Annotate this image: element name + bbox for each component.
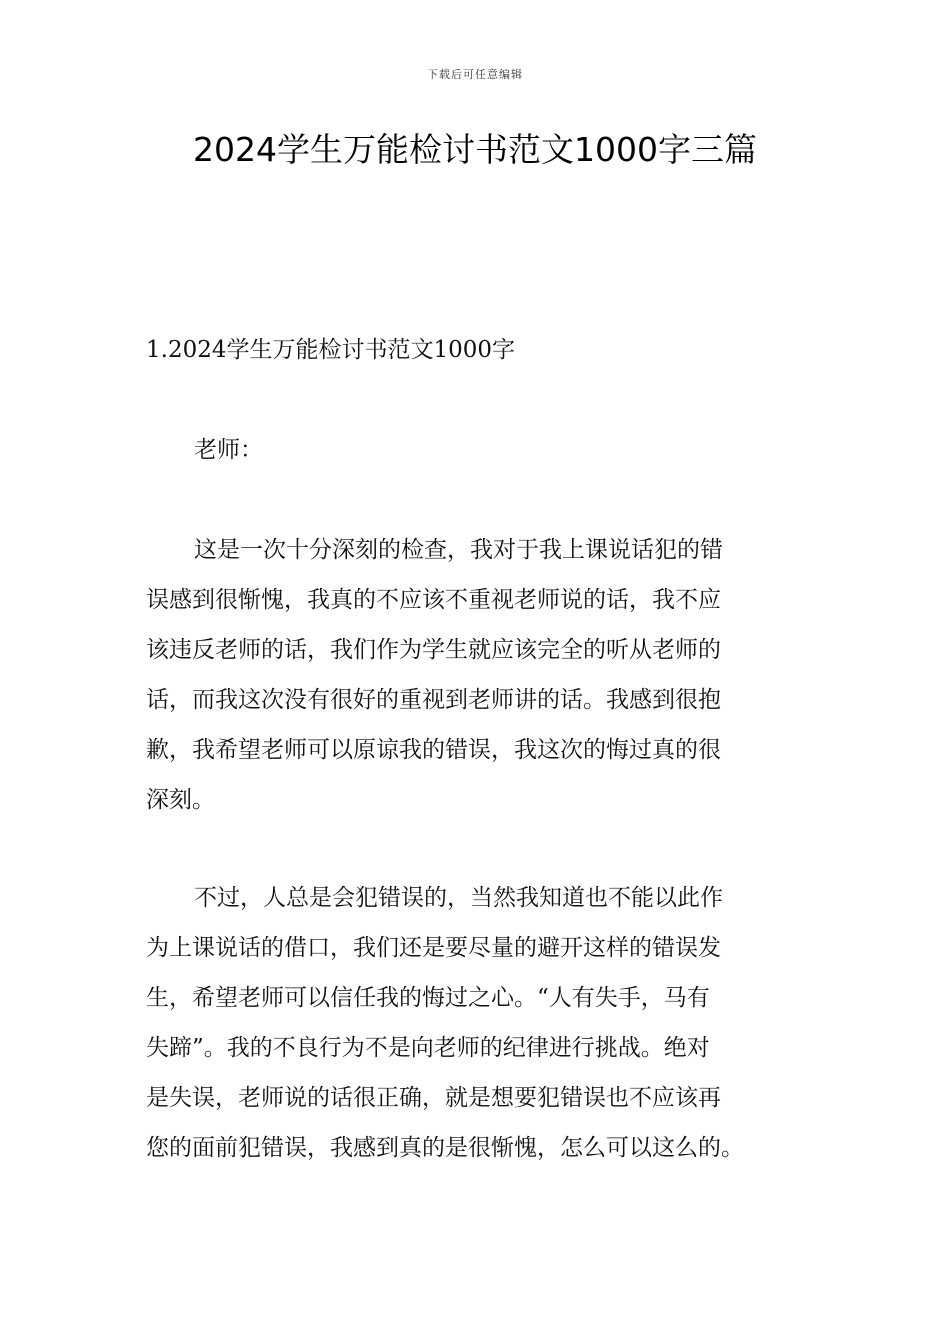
salutation: 老师： [194, 437, 263, 463]
document-title: 2024学生万能检讨书范文1000字三篇 [193, 130, 757, 169]
paragraph-line: 失蹄”。我的不良行为不是向老师的纪律进行挑战。绝对 [146, 1035, 710, 1061]
header-note: 下载后可任意编辑 [427, 68, 523, 81]
paragraph-1 [146, 525, 806, 825]
paragraph-line: 该违反老师的话，我们作为学生就应该完全的听从老师的 [146, 637, 721, 663]
paragraph-line: 误感到很惭愧，我真的不应该不重视老师说的话，我不应 [146, 587, 721, 613]
paragraph-line: 您的面前犯错误，我感到真的是很惭愧，怎么可以这么的。 [146, 1135, 744, 1161]
section-heading: 1.2024学生万能检讨书范文1000字 [146, 337, 516, 363]
paragraph-line: 歉，我希望老师可以原谅我的错误，我这次的悔过真的很 [146, 737, 721, 763]
paragraph-line: 这是一次十分深刻的检查，我对于我上课说话犯的错 [194, 537, 723, 563]
paragraph-line: 深刻。 [146, 787, 215, 813]
paragraph-line: 为上课说话的借口，我们还是要尽量的避开这样的错误发 [146, 935, 721, 961]
paragraph-line: 不过，人总是会犯错误的，当然我知道也不能以此作 [194, 885, 723, 911]
paragraph-2 [146, 873, 806, 1173]
paragraph-line: 生，希望老师可以信任我的悔过之心。“人有失手，马有 [146, 985, 710, 1011]
paragraph-line: 话，而我这次没有很好的重视到老师讲的话。我感到很抱 [146, 687, 721, 713]
paragraph-line: 是失误，老师说的话很正确，就是想要犯错误也不应该再 [146, 1085, 721, 1111]
